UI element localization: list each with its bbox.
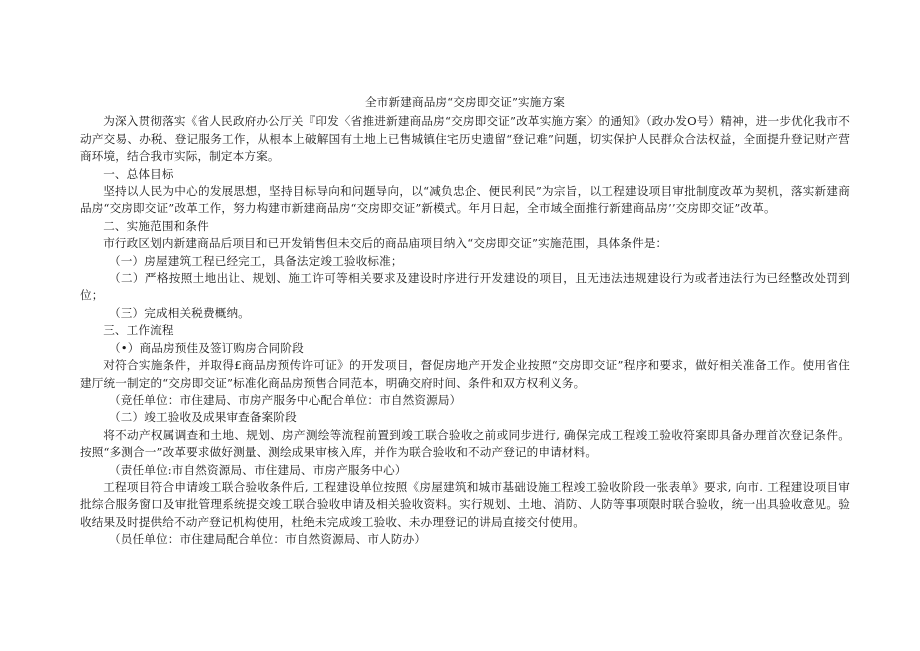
section-3-heading: 三、工作流程: [103, 323, 174, 338]
intro-paragraph: 为深入贯彻落实《省人民政府办公厅关『印发〈省推进新建商品房“交房即交证”改革实施方案〉的通知》（政办发O号）精神，进一步优化我市不动产交易、办税、登记服务工作，从根本上破解国有土地上已售城镇住宅历史遗留“登记难”问题，切实保护人民群众合法权益，全面提升登记财产营商环境，结合我市实际，制定本方案。: [80, 114, 850, 164]
section-2-item-1: （一）房屋建筑工程已经完工，具备法定竣工验收标准；: [109, 253, 403, 268]
section-3-sub-1-responsibility: （竞任单位：市住建局、市房产服务中心配合单位：市自然资源局）: [109, 392, 462, 407]
section-1-heading: 一、总体目标: [103, 166, 174, 181]
section-3-sub-2-responsibility: （责任单位:市自然资源局、市住建局、市房产服务中心）: [109, 462, 407, 477]
document-title: 全市新建商品房“交房即交证”实施方案: [364, 95, 566, 109]
section-3-sub-1-heading: （•）商品房预佳及签订购房合同阶段: [109, 340, 304, 355]
section-2-heading: 二、实施范围和条件: [103, 218, 209, 233]
section-1-paragraph: 坚持以人民为中心的发展思想，坚持目标导向和问题导向，以“减负忠企、便民利民”为宗旨，以工程建设项目审批制度改革为契机，落实新建商品房“交房即交证”改革工作，努力构建市新建商品房“交房即交证”新模式。年月日起，全市域全面推行新建商品房’’交房即交证”改革。: [80, 184, 850, 216]
document-body: [80, 94, 850, 549]
section-3-sub-2-responsibility-2: （员任单位：市住建局配合单位：市自然资源局、市人防办）: [109, 532, 427, 547]
section-3-sub-1-paragraph: 对符合实施条件，并取得£商品房预传许可证》的开发项目，督促房地产开发企业按照“交房即交证”程序和要求，做好相关准备工作。使用省住建厅统一制定的“交房即交证”标准化商品房预售合同范本，明确交府时间、条件和双方权利义务。: [80, 358, 850, 390]
section-3-sub-2-paragraph-2: 工程项目符合申请竣工联合验收条件后, 工程建设单位按照《房屋建筑和城市基础设施工程竣工验收阶段一张表单》要求, 向市. 工程建设项目审批综合服务窗口及审批管理系统提交竣工联合验收申请及相关验收资料。实行规划、土地、消防、人防等事项限时联合验收，统一出具验收意见。验收结果及时提供给不动产登记机构使用，杜绝未完成竣工验收、未办理登记的讲局直接交付使用。: [80, 479, 850, 529]
section-2-item-3: （三）完成相关税费概纳。: [109, 305, 250, 320]
section-2-item-2: （二）严格按照土地出让、规划、施工许可等相关要求及建设时序进行开发建设的项目，且无违法违规建设行为或者违法行为已经整改处罚到位；: [80, 271, 850, 303]
section-3-sub-2-heading: （二）竣工验收及成果审查备案阶段: [109, 410, 297, 425]
section-2-paragraph: 市行政区划内新建商品后项目和已开发销售但未交后的商品庙项目纳入“交房即交证”实施范围，具体条件是：: [103, 236, 668, 251]
section-3-sub-2-paragraph: 将不动产权属调查和土地、规划、房产测绘等流程前置到竣工联合验收之前或同步进行, 确保完成工程竣工验收符案即具备办理首次登记条件。按照“多测合一”改革要求做好测量、测绘成果审核入库，并作为联合验收和不动产登记的申请材料。: [80, 427, 850, 460]
